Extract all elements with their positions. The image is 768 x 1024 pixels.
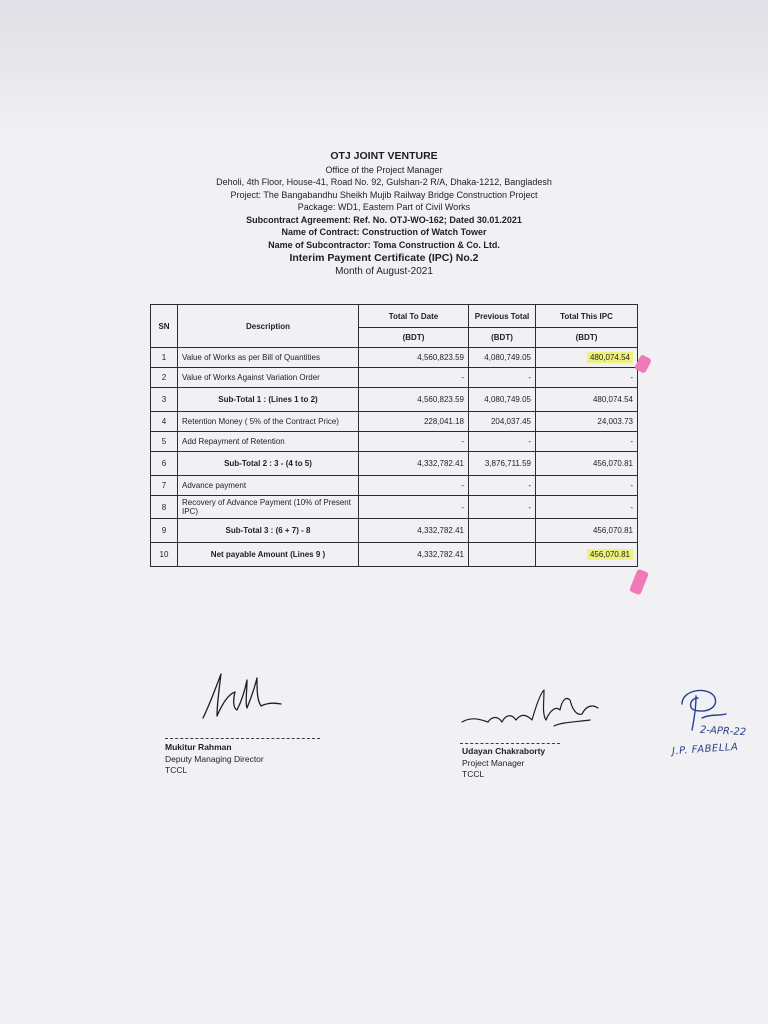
row-total-this-ipc: - (536, 476, 638, 496)
signature-line (165, 738, 320, 739)
row-description: Sub-Total 2 : 3 - (4 to 5) (178, 452, 359, 476)
row-sn: 7 (151, 476, 178, 496)
row-total-this-ipc: - (536, 368, 638, 388)
signatory-org: TCCL (165, 765, 188, 775)
row-sn: 1 (151, 348, 178, 368)
row-description: Recovery of Advance Payment (10% of Present IPC) (178, 496, 359, 519)
col-sn: SN (151, 305, 178, 348)
row-total-this-ipc-cell (536, 543, 638, 567)
row-total-to-date: - (359, 476, 469, 496)
row-total-this-ipc-cell (536, 348, 638, 368)
handwritten-date: 2-APR-22 (699, 724, 747, 739)
highlighted-value: 456,070.81 (587, 549, 633, 560)
col-description: Description (178, 305, 359, 348)
row-total-to-date: - (359, 368, 469, 388)
highlighted-value: 480,074.54 (587, 352, 633, 363)
signatory-name: Udayan Chakraborty (462, 746, 546, 756)
row-sn: 4 (151, 412, 178, 432)
unit-label: (BDT) (536, 328, 638, 348)
row-description: Add Repayment of Retention (178, 432, 359, 452)
row-description: Sub-Total 3 : (6 + 7) - 8 (178, 519, 359, 543)
row-sn: 5 (151, 432, 178, 452)
table-row (151, 432, 638, 452)
signature-mukitur-rahman (195, 668, 295, 724)
col-total-to-date: Total To Date (359, 305, 469, 328)
row-total-to-date: - (359, 496, 469, 519)
signature-udayan-chakraborty (458, 686, 608, 736)
row-sn: 2 (151, 368, 178, 388)
row-previous-total: - (469, 432, 536, 452)
project-name: Project: The Bangabandhu Sheikh Mujib Railway Bridge Construction Project (230, 189, 538, 200)
pink-marker-tick (629, 569, 649, 596)
table-row (151, 388, 638, 412)
row-previous-total: - (469, 476, 536, 496)
row-description: Retention Money ( 5% of the Contract Price) (178, 412, 359, 432)
org-name: OTJ JOINT VENTURE (330, 150, 438, 162)
row-sn: 9 (151, 519, 178, 543)
row-total-to-date: 228,041.18 (359, 412, 469, 432)
table-row (151, 348, 638, 368)
subcontractor-name: Name of Subcontractor: Toma Construction & Co. Ltd. (268, 239, 500, 250)
signatory-block (165, 742, 264, 777)
scan-shadow (0, 0, 768, 140)
table-row (151, 476, 638, 496)
signatory-block (462, 746, 545, 781)
row-previous-total (469, 519, 536, 543)
row-sn: 3 (151, 388, 178, 412)
table-row (151, 452, 638, 476)
table-row (151, 496, 638, 519)
signatory-title: Project Manager (462, 757, 525, 768)
row-total-this-ipc: 456,070.81 (536, 519, 638, 543)
row-total-this-ipc: 24,003.73 (536, 412, 638, 432)
row-sn: 6 (151, 452, 178, 476)
table-row (151, 412, 638, 432)
signatory-title: Deputy Managing Director (165, 753, 264, 764)
row-previous-total: - (469, 496, 536, 519)
signatory-org: TCCL (462, 769, 485, 779)
office-address: Deholi, 4th Floor, House-41, Road No. 92, Gulshan-2 R/A, Dhaka-1212, Bangladesh (216, 177, 552, 187)
row-previous-total: - (469, 368, 536, 388)
table-row (151, 543, 638, 567)
package-name: Package: WD1, Eastern Part of Civil Works (297, 202, 471, 212)
row-description: Sub-Total 1 : (Lines 1 to 2) (178, 388, 359, 412)
row-total-to-date: 4,332,782.41 (359, 519, 469, 543)
document-header (0, 150, 768, 279)
table-row (151, 368, 638, 388)
row-total-to-date: 4,560,823.59 (359, 388, 469, 412)
row-description: Value of Works as per Bill of Quantities (178, 348, 359, 368)
ipc-title: Interim Payment Certificate (IPC) No.2 (289, 252, 479, 264)
row-previous-total: 4,080,749.05 (469, 388, 536, 412)
row-total-this-ipc: 480,074.54 (536, 388, 638, 412)
unit-label: (BDT) (469, 328, 536, 348)
col-total-this-ipc: Total This IPC (536, 305, 638, 328)
row-description: Net payable Amount (Lines 9 ) (178, 543, 359, 567)
ipc-month: Month of August-2021 (335, 266, 433, 277)
office-name: Office of the Project Manager (325, 164, 443, 175)
unit-label: (BDT) (359, 328, 469, 348)
col-previous-total: Previous Total (469, 305, 536, 328)
signature-line (460, 743, 560, 744)
row-previous-total: 4,080,749.05 (469, 348, 536, 368)
row-total-this-ipc: - (536, 432, 638, 452)
table-row (151, 519, 638, 543)
row-total-to-date: 4,560,823.59 (359, 348, 469, 368)
row-total-to-date: 4,332,782.41 (359, 543, 469, 567)
subcontract-agreement: Subcontract Agreement: Ref. No. OTJ-WO-162; Dated 30.01.2021 (246, 214, 522, 225)
row-previous-total: 3,876,711.59 (469, 452, 536, 476)
row-previous-total: 204,037.45 (469, 412, 536, 432)
signatory-name: Mukitur Rahman (165, 742, 232, 752)
row-description: Value of Works Against Variation Order (178, 368, 359, 388)
row-sn: 10 (151, 543, 178, 567)
table-header (151, 305, 638, 348)
row-previous-total (469, 543, 536, 567)
row-total-this-ipc: - (536, 496, 638, 519)
row-total-to-date: 4,332,782.41 (359, 452, 469, 476)
row-description: Advance payment (178, 476, 359, 496)
ipc-table (150, 304, 638, 567)
row-total-this-ipc: 456,070.81 (536, 452, 638, 476)
row-total-to-date: - (359, 432, 469, 452)
handwritten-name: J.P. FABELLA (671, 741, 739, 758)
contract-name: Name of Contract: Construction of Watch Tower (281, 227, 487, 237)
row-sn: 8 (151, 496, 178, 519)
